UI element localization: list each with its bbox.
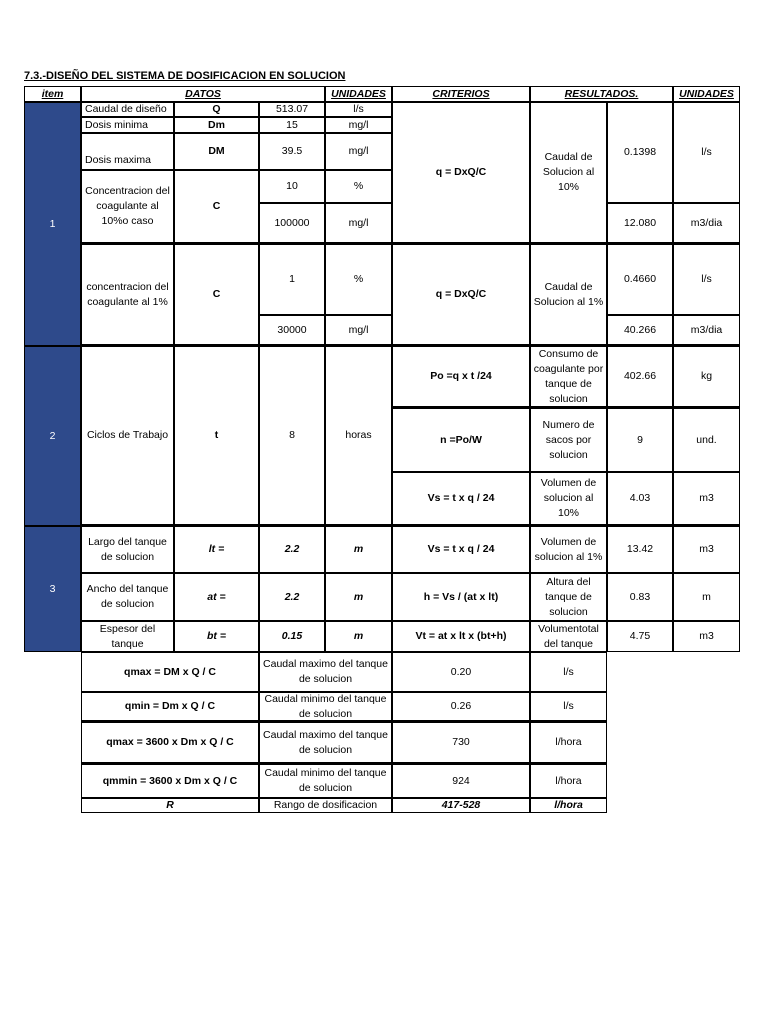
qmin-hora-value: 924 — [392, 763, 530, 798]
qmax-hora-label: Caudal maximo del tanque de solucion — [259, 721, 392, 763]
qmin-label: Caudal minimo del tanque de solucion — [259, 692, 392, 721]
header-criterios: CRITERIOS — [392, 86, 530, 102]
qmax-label: Caudal maximo del tanque de solucion — [259, 652, 392, 692]
result-1-value-m3: 40.266 — [607, 315, 673, 346]
result-voltotal-value: 4.75 — [607, 621, 673, 652]
header-unidades-2: UNIDADES — [673, 86, 740, 102]
dosis-min-label: Dosis minima — [81, 117, 174, 133]
conc1-symbol: C — [174, 244, 259, 346]
conc10-unit-pct: % — [325, 170, 392, 203]
espesor-label: Espesor del tanque — [81, 621, 174, 652]
rango-unit: l/hora — [530, 798, 607, 813]
conc10-value-pct: 10 — [259, 170, 325, 203]
result-vol1-label: Volumen de solucion al 1% — [530, 526, 607, 573]
result-10-label: Caudal de Solucion al 10% — [530, 102, 607, 244]
ciclos-label: Ciclos de Trabajo — [81, 346, 174, 526]
espesor-unit: m — [325, 621, 392, 652]
criterio-n: n =Po/W — [392, 408, 530, 472]
dosis-max-symbol: DM — [174, 133, 259, 170]
result-10-value-ls: 0.1398 — [607, 102, 673, 203]
result-sacos-label: Numero de sacos por solucion — [530, 408, 607, 472]
result-1-unit-m3: m3/dia — [673, 315, 740, 346]
conc1-unit-mgl: mg/l — [325, 315, 392, 346]
result-vol1-unit: m3 — [673, 526, 740, 573]
dosis-max-value: 39.5 — [259, 133, 325, 170]
item-1: 1 — [24, 102, 81, 346]
ancho-label: Ancho del tanque de solucion — [81, 573, 174, 621]
rango-desc: Rango de dosificacion — [259, 798, 392, 813]
conc1-value-mgl: 30000 — [259, 315, 325, 346]
espesor-symbol: bt = — [174, 621, 259, 652]
qmin-formula: qmin = Dm x Q / C — [81, 692, 259, 721]
sheet-title: 7.3.-DISEÑO DEL SISTEMA DE DOSIFICACION EN SOLUCION — [24, 70, 346, 82]
rango-label: R — [81, 798, 259, 813]
dosis-min-unit: mg/l — [325, 117, 392, 133]
conc10-symbol: C — [174, 170, 259, 244]
qmax-hora-formula: qmax = 3600 x Dm x Q / C — [81, 721, 259, 763]
largo-label: Largo del tanque de solucion — [81, 526, 174, 573]
qmin-unit: l/s — [530, 692, 607, 721]
largo-symbol: lt = — [174, 526, 259, 573]
result-consumo-value: 402.66 — [607, 346, 673, 408]
conc10-value-mgl: 100000 — [259, 203, 325, 244]
result-10-unit-ls: l/s — [673, 102, 740, 203]
result-altura-value: 0.83 — [607, 573, 673, 621]
result-sacos-unit: und. — [673, 408, 740, 472]
result-altura-label: Altura del tanque de solucion — [530, 573, 607, 621]
ancho-value: 2.2 — [259, 573, 325, 621]
header-unidades: UNIDADES — [325, 86, 392, 102]
rango-value: 417-528 — [392, 798, 530, 813]
qmax-unit: l/s — [530, 652, 607, 692]
criterio-vs-10: Vs = t x q / 24 — [392, 472, 530, 526]
result-consumo-label: Consumo de coagulante por tanque de solucion — [530, 346, 607, 408]
ancho-symbol: at = — [174, 573, 259, 621]
qmin-hora-formula: qmmin = 3600 x Dm x Q / C — [81, 763, 259, 798]
dosis-max-label: Dosis maxima — [81, 133, 174, 170]
qmax-formula: qmax = DM x Q / C — [81, 652, 259, 692]
conc10-label: Concentracion del coagulante al 10%o caso — [81, 170, 174, 244]
qmin-hora-label: Caudal minimo del tanque de solucion — [259, 763, 392, 798]
dosis-min-symbol: Dm — [174, 117, 259, 133]
dosis-max-unit: mg/l — [325, 133, 392, 170]
result-voltotal-unit: m3 — [673, 621, 740, 652]
qmax-hora-value: 730 — [392, 721, 530, 763]
conc1-value-pct: 1 — [259, 244, 325, 315]
criterio-vt: Vt = at x lt x (bt+h) — [392, 621, 530, 652]
largo-value: 2.2 — [259, 526, 325, 573]
result-vol10-label: Volumen de solucion al 10% — [530, 472, 607, 526]
criterio-po: Po =q x t /24 — [392, 346, 530, 408]
conc1-label: concentracion del coagulante al 1% — [81, 244, 174, 346]
qmin-hora-unit: l/hora — [530, 763, 607, 798]
dosis-min-value: 15 — [259, 117, 325, 133]
header-resultados: RESULTADOS. — [530, 86, 673, 102]
result-consumo-unit: kg — [673, 346, 740, 408]
criterio-h: h = Vs / (at x lt) — [392, 573, 530, 621]
criterio-vs-1: Vs = t x q / 24 — [392, 526, 530, 573]
result-altura-unit: m — [673, 573, 740, 621]
conc1-unit-pct: % — [325, 244, 392, 315]
header-item: item — [24, 86, 81, 102]
espesor-value: 0.15 — [259, 621, 325, 652]
result-10-unit-m3: m3/dia — [673, 203, 740, 244]
ciclos-symbol: t — [174, 346, 259, 526]
qmax-value: 0.20 — [392, 652, 530, 692]
item-3: 3 — [24, 526, 81, 652]
criterio-q-1: q = DxQ/C — [392, 244, 530, 346]
result-1-value-ls: 0.4660 — [607, 244, 673, 315]
criterio-q-10: q = DxQ/C — [392, 102, 530, 244]
caudal-unit: l/s — [325, 102, 392, 117]
ancho-unit: m — [325, 573, 392, 621]
caudal-label: Caudal de diseño — [81, 102, 174, 117]
result-1-unit-ls: l/s — [673, 244, 740, 315]
qmax-hora-unit: l/hora — [530, 721, 607, 763]
ciclos-unit: horas — [325, 346, 392, 526]
result-voltotal-label: Volumentotal del tanque — [530, 621, 607, 652]
result-vol1-value: 13.42 — [607, 526, 673, 573]
result-1-label: Caudal de Solucion al 1% — [530, 244, 607, 346]
result-vol10-value: 4.03 — [607, 472, 673, 526]
item-2: 2 — [24, 346, 81, 526]
result-sacos-value: 9 — [607, 408, 673, 472]
ciclos-value: 8 — [259, 346, 325, 526]
result-10-value-m3: 12.080 — [607, 203, 673, 244]
conc10-unit-mgl: mg/l — [325, 203, 392, 244]
qmin-value: 0.26 — [392, 692, 530, 721]
header-datos: DATOS — [81, 86, 325, 102]
largo-unit: m — [325, 526, 392, 573]
caudal-value: 513.07 — [259, 102, 325, 117]
result-vol10-unit: m3 — [673, 472, 740, 526]
caudal-symbol: Q — [174, 102, 259, 117]
